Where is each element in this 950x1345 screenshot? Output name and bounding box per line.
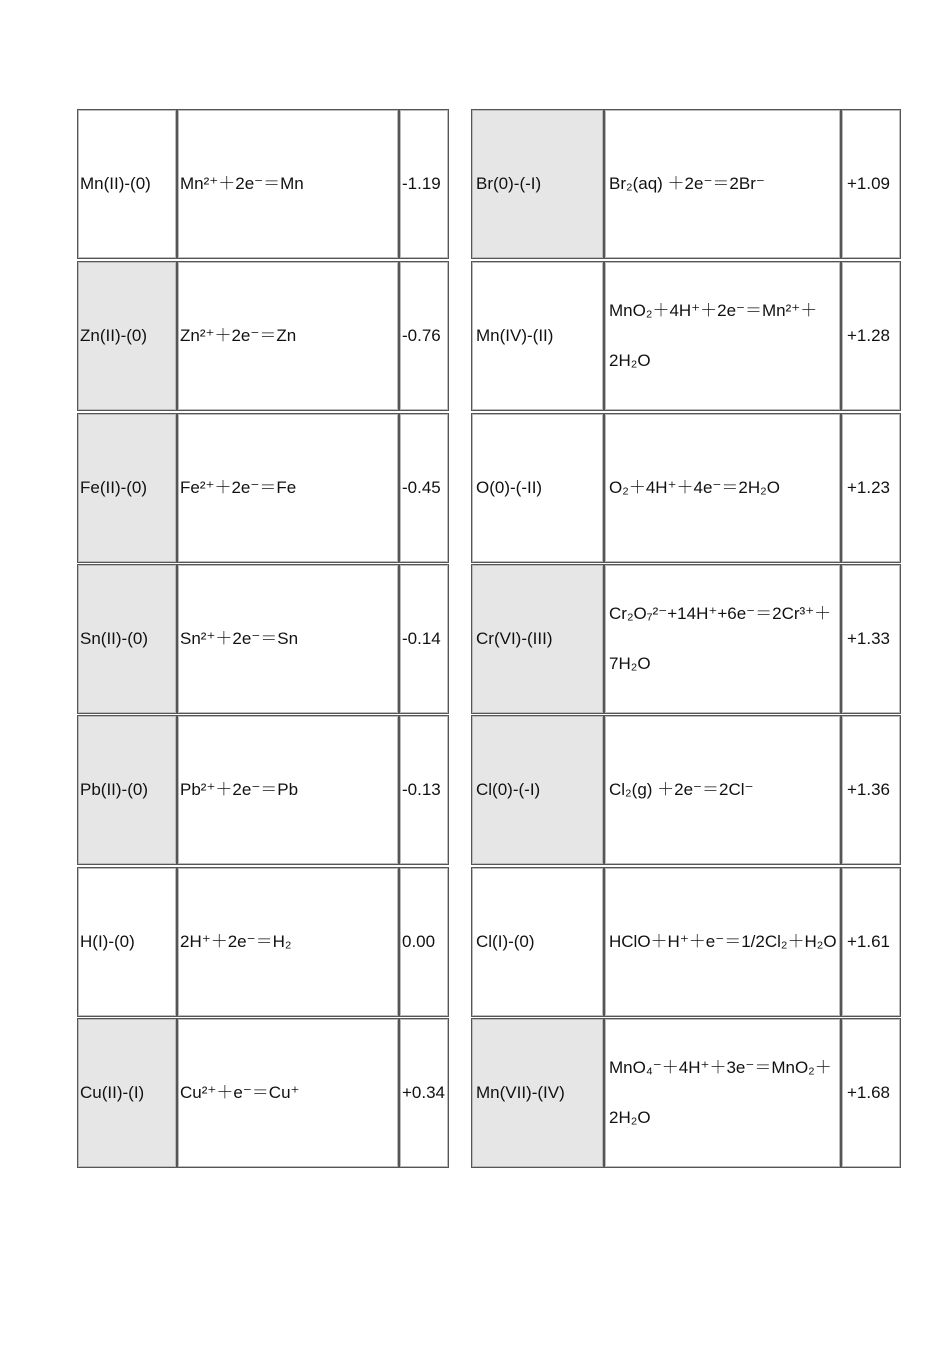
couple-cell <box>471 261 604 411</box>
equation-text: Pb²⁺＋2e⁻＝Pb <box>180 780 299 799</box>
couple-label: Cu(II)-(I) <box>80 1083 145 1102</box>
couple-cell <box>471 413 604 563</box>
couple-label: Sn(II)-(0) <box>80 629 148 648</box>
couple-cell <box>77 413 177 563</box>
potential-value: +1.61 <box>847 932 891 951</box>
potential-cell <box>841 715 901 865</box>
equation-cell <box>177 413 399 563</box>
couple-label: Pb(II)-(0) <box>80 780 148 799</box>
couple-label: Mn(II)-(0) <box>80 174 151 193</box>
couple-label: Cr(VI)-(III) <box>476 629 553 648</box>
couple-cell <box>471 1018 604 1168</box>
couple-cell <box>471 715 604 865</box>
couple-label: Mn(VII)-(IV) <box>476 1083 565 1102</box>
potential-cell <box>399 715 449 865</box>
couple-cell <box>77 261 177 411</box>
couple-cell <box>77 1018 177 1168</box>
potential-cell <box>841 1018 901 1168</box>
couple-label: Mn(IV)-(II) <box>476 326 554 345</box>
potential-value: +1.33 <box>847 629 891 648</box>
potential-value: +1.23 <box>847 478 891 497</box>
couple-cell <box>77 867 177 1017</box>
potential-value: +1.28 <box>847 326 891 345</box>
couple-cell <box>77 715 177 865</box>
equation-cell <box>604 413 841 563</box>
couple-label: Br(0)-(-I) <box>476 174 542 193</box>
potential-cell <box>399 413 449 563</box>
couple-cell <box>77 564 177 714</box>
equation-text: O₂＋4H⁺＋4e⁻＝2H₂O <box>609 478 780 497</box>
potential-cell <box>841 109 901 259</box>
potential-value: -0.45 <box>402 478 441 497</box>
couple-cell <box>77 109 177 259</box>
equation-text: Mn²⁺＋2e⁻＝Mn <box>180 174 304 193</box>
potential-value: -0.14 <box>402 629 441 648</box>
potential-value: -0.13 <box>402 780 441 799</box>
equation-text: Sn²⁺＋2e⁻＝Sn <box>180 629 299 648</box>
couple-cell <box>471 109 604 259</box>
couple-label: Cl(I)-(0) <box>476 932 535 951</box>
equation-text: Cu²⁺＋e⁻＝Cu⁺ <box>180 1083 300 1102</box>
couple-label: H(I)-(0) <box>80 932 135 951</box>
equation-cell <box>604 867 841 1017</box>
potential-cell <box>399 564 449 714</box>
equation-cell <box>177 261 399 411</box>
couple-label: O(0)-(-II) <box>476 478 543 497</box>
potential-cell <box>841 867 901 1017</box>
couple-label: Cl(0)-(-I) <box>476 780 541 799</box>
equation-cell <box>177 1018 399 1168</box>
equation-cell <box>604 1018 841 1168</box>
potential-cell <box>841 564 901 714</box>
potential-value: +0.34 <box>402 1083 446 1102</box>
equation-text: Br₂(aq) ＋2e⁻＝2Br⁻ <box>609 174 765 193</box>
potential-cell <box>399 867 449 1017</box>
equation-text: Cl₂(g) ＋2e⁻＝2Cl⁻ <box>609 780 754 799</box>
potential-value: +1.68 <box>847 1083 891 1102</box>
potential-value: -0.76 <box>402 326 441 345</box>
potential-value: 0.00 <box>402 932 436 951</box>
equation-text: HClO＋H⁺＋e⁻＝1/2Cl₂＋H₂O <box>609 932 837 951</box>
equation-text: Zn²⁺＋2e⁻＝Zn <box>180 326 297 345</box>
equation-text: Cr₂O₇²⁻+14H⁺+6e⁻＝2Cr³⁺＋7H₂O <box>609 604 832 673</box>
potential-value: +1.36 <box>847 780 891 799</box>
equation-text: MnO₂＋4H⁺＋2e⁻＝Mn²⁺＋2H₂O <box>609 301 818 370</box>
potential-cell <box>841 261 901 411</box>
equation-cell <box>604 715 841 865</box>
couple-label: Zn(II)-(0) <box>80 326 148 345</box>
potential-cell <box>399 109 449 259</box>
equation-cell <box>604 261 841 411</box>
equation-text: MnO₄⁻＋4H⁺＋3e⁻＝MnO₂＋2H₂O <box>609 1058 832 1127</box>
potential-cell <box>399 261 449 411</box>
equation-cell <box>177 109 399 259</box>
potential-cell <box>399 1018 449 1168</box>
potential-value: -1.19 <box>402 174 441 193</box>
equation-cell <box>177 867 399 1017</box>
equation-cell <box>177 564 399 714</box>
equation-cell <box>604 564 841 714</box>
potential-cell <box>841 413 901 563</box>
potential-value: +1.09 <box>847 174 891 193</box>
couple-cell <box>471 564 604 714</box>
couple-cell <box>471 867 604 1017</box>
couple-label: Fe(II)-(0) <box>80 478 148 497</box>
equation-text: Fe²⁺＋2e⁻＝Fe <box>180 478 297 497</box>
equation-text: 2H⁺＋2e⁻＝H₂ <box>180 932 292 951</box>
equation-cell <box>604 109 841 259</box>
equation-cell <box>177 715 399 865</box>
